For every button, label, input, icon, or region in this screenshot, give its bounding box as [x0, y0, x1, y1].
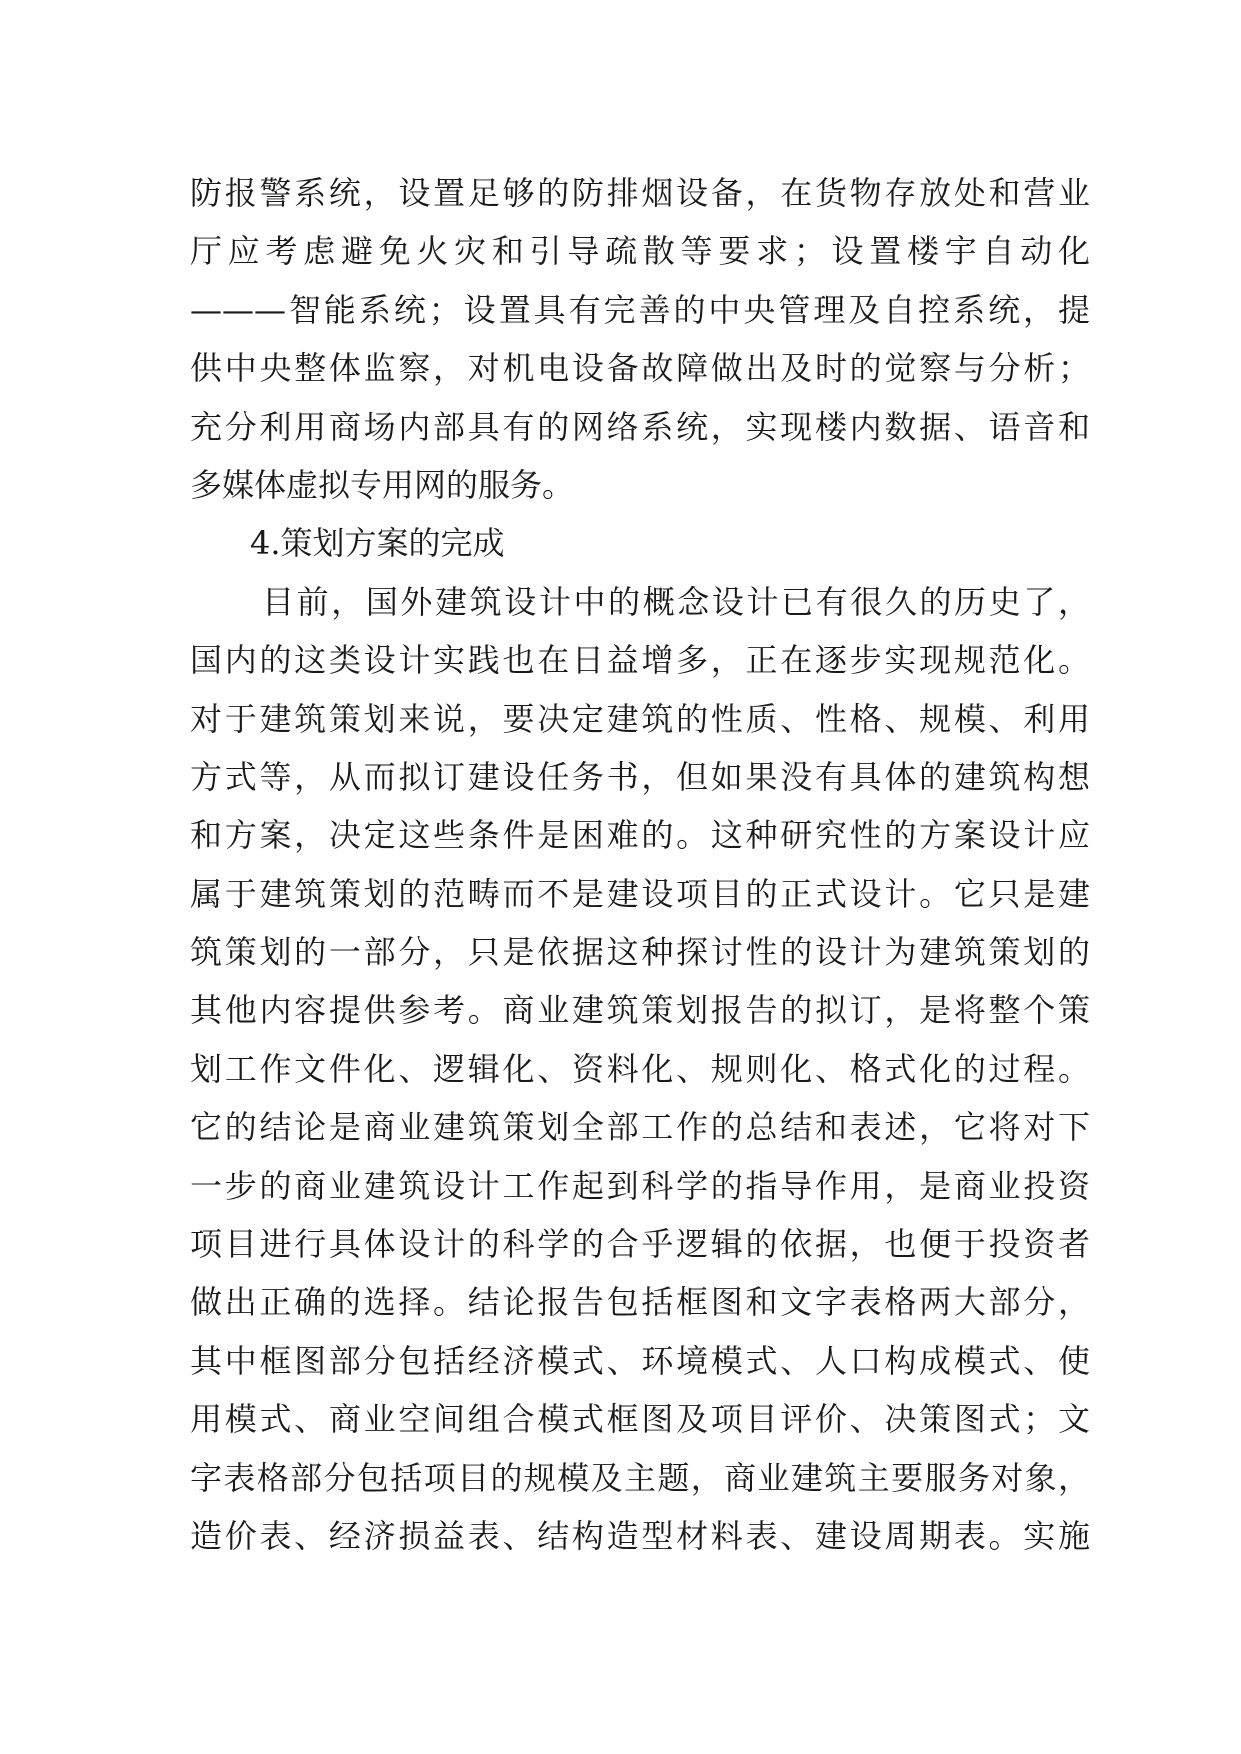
text-line: 其他内容提供参考。商业建筑策划报告的拟订，是将整个策: [190, 991, 1090, 1030]
text-line: 厅应考虑避免火灾和引导疏散等要求；设置楼宇自动化: [190, 232, 1090, 271]
text-line: 方式等，从而拟订建设任务书，但如果没有具体的建筑构想: [190, 757, 1090, 796]
text-line: 属于建筑策划的范畴而不是建设项目的正式设计。它只是建: [190, 874, 1090, 913]
section-heading: 4.策划方案的完成: [250, 524, 505, 563]
text-line: 多媒体虚拟专用网的服务。: [190, 465, 575, 504]
text-line: 国内的这类设计实践也在日益增多，正在逐步实现规范化。: [190, 641, 1090, 680]
text-line: 目前，国外建筑设计中的概念设计已有很久的历史了，: [262, 582, 1090, 621]
body-text: [190, 164, 1090, 1565]
text-line: 供中央整体监察，对机电设备故障做出及时的觉察与分析；: [190, 349, 1090, 388]
text-line: 用模式、商业空间组合模式框图及项目评价、决策图式；文: [190, 1400, 1090, 1439]
text-line: 防报警系统，设置足够的防排烟设备，在货物存放处和营业: [190, 174, 1090, 212]
text-line: 项目进行具体设计的科学的合乎逻辑的依据，也便于投资者: [190, 1225, 1090, 1264]
text-line: 它的结论是商业建筑策划全部工作的总结和表述，它将对下: [190, 1108, 1090, 1147]
text-line: 一步的商业建筑设计工作起到科学的指导作用，是商业投资: [190, 1166, 1090, 1205]
text-line: 其中框图部分包括经济模式、环境模式、人口构成模式、使: [190, 1341, 1090, 1380]
text-line: 造价表、经济损益表、结构造型材料表、建设周期表。实施: [190, 1516, 1090, 1555]
text-line: 充分利用商场内部具有的网络系统，实现楼内数据、语音和: [190, 407, 1090, 446]
text-line: 划工作文件化、逻辑化、资料化、规则化、格式化的过程。: [190, 1049, 1090, 1088]
text-line: 字表格部分包括项目的规模及主题，商业建筑主要服务对象，: [190, 1458, 1090, 1497]
text-line: 做出正确的选择。结论报告包括框图和文字表格两大部分，: [190, 1283, 1090, 1322]
text-line: 和方案，决定这些条件是困难的。这种研究性的方案设计应: [190, 816, 1090, 855]
text-line: 对于建筑策划来说，要决定建筑的性质、性格、规模、利用: [190, 699, 1090, 738]
text-line: 筑策划的一部分，只是依据这种探讨性的设计为建筑策划的: [190, 933, 1090, 972]
text-line: ———智能系统；设置具有完善的中央管理及自控系统，提: [190, 290, 1090, 329]
